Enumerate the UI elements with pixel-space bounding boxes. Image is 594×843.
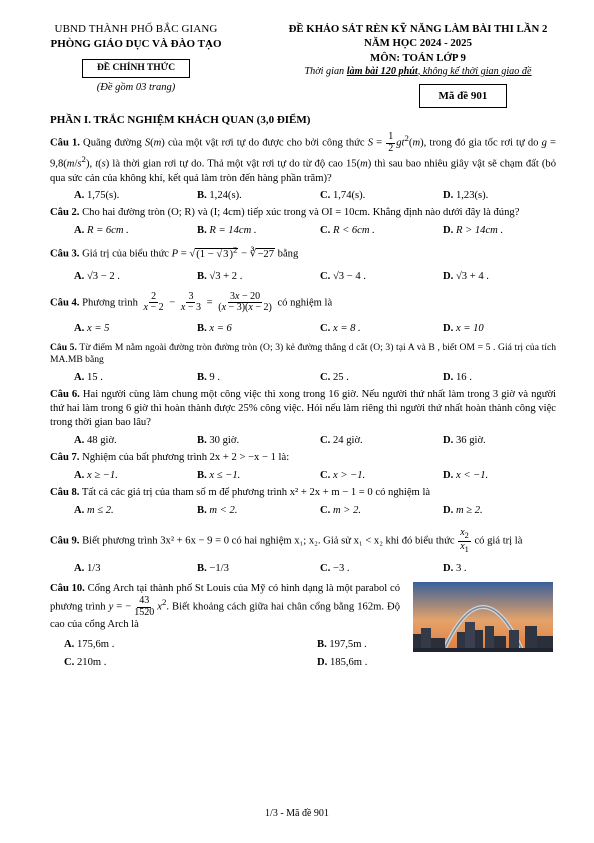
option-c[interactable]: C. 1,74(s). [320,190,366,202]
header-right [258,22,578,78]
option-b[interactable]: B. x = 6 [197,322,232,334]
option-a[interactable]: A. 48 giờ. [74,435,117,446]
option-d[interactable]: D. 1,23(s). [443,190,489,202]
option-b[interactable]: B. R = 14cm . [197,225,257,237]
question-4-options [50,322,556,336]
question-9: Câu 9. Biết phương trình 3x² + 6x − 9 = 0 có hai nghiệm x₁; x₂. Giả sử x₁ < x₂ khi đó biểu thức $\frac{x_2}{x_1}$ có giá trị là [50,526,523,554]
question-10: Câu 10. Cổng Arch tại thành phố St Louis của Mỹ có hình dạng là một parabol có phương trình y = − $\frac{43}{1520}$ $x^2$. Biết khoảng cách giữa hai chân cổng bằng 162m. Độ cao của cổng Arch là [50,583,400,631]
question-3: Câu 3. Giá trị của biểu thức $P = √(1 - √3)^2$ − ∛−27 bằng [50,244,299,260]
option-d[interactable]: D. x = 10 [443,322,484,334]
section-title: PHẦN I. TRẮC NGHIỆM KHÁCH QUAN (3,0 ĐIỂM) [50,114,311,126]
option-b[interactable]: B. 197,5m . [317,639,367,651]
option-d[interactable]: D. √3 + 4 . [443,270,489,282]
option-a[interactable]: A. √3 − 2 . [74,270,120,282]
time-note: Thời gian làm bài 120 phút, không kể thời gian giao đề [304,65,532,77]
option-a[interactable]: A. 175,6m . [64,639,115,651]
education-department: PHÒNG GIÁO DỤC VÀ ĐÀO TẠO [50,37,222,50]
option-b[interactable]: B. 30 giờ. [197,435,240,446]
option-b[interactable]: B. 9 . [197,372,220,384]
option-a[interactable]: A. R = 6cm . [74,225,129,237]
question-4: Câu 4. Phương trình $\frac{2}{x - 2}$ − $\frac{3}{x - 3}$ = $\frac{3x - 20}{(x - 3)(x - 2)}$ có nghiệm là [50,290,333,314]
school-year: NĂM HỌC 2024 - 2025 [364,37,472,50]
option-b[interactable]: B. 1,24(s). [197,190,242,202]
option-c[interactable]: C. 24 giờ. [320,435,363,446]
question-7: Câu 7. Nghiệm của bất phương trình 2x + 2 > −x − 1 là: [50,451,290,463]
option-d[interactable]: D. 3 . [443,563,467,575]
subject: MÔN: TOÁN LỚP 9 [370,51,466,64]
option-d[interactable]: D. x < −1. [443,469,489,481]
city-committee: UBND THÀNH PHỐ BẮC GIANG [54,23,218,35]
question-6: Câu 6. Hai người cùng làm chung một công việc thì xong trong 16 giờ. Nếu người thứ nhất làm trong 3 giờ và người thứ hai làm trong 6 giờ thì hoàn thành được 25% công việc. Hỏi nếu làm riêng thì người thứ nhất hoàn thành công việc trong thời gian bao lâu? [50,389,557,429]
option-c[interactable]: C. x = 8 . [320,322,361,334]
header-left [22,22,250,94]
option-d[interactable]: D. R > 14cm . [443,225,504,237]
official-badge: ĐỀ CHÍNH THỨC [82,59,190,78]
questions [50,132,556,672]
question-5: Câu 5. Từ điểm M nằm ngoài đường tròn đường tròn (O; 3) kẻ đường thẳng d cắt (O; 3) tại A và B , biết OM = 5 . Giá trị của tích MA.MB bằng [50,341,557,366]
option-c[interactable]: C. m > 2. [320,504,362,516]
option-d[interactable]: D. 185,6m . [317,657,368,669]
question-1-options [50,189,556,203]
exam-code: Mã đề 901 [419,84,507,108]
option-a[interactable]: A. 1,75(s). [74,190,120,202]
question-10-block [50,582,556,672]
question-2: Câu 2. Cho hai đường tròn (O; R) và (I; 4cm) tiếp xúc trong và OI = 10cm. Khẳng định nào dưới đây là đúng? [50,207,520,219]
option-a[interactable]: A. x = 5 [74,322,110,334]
option-c[interactable]: C. −3 . [320,563,350,575]
question-6-options [50,434,556,448]
gateway-arch-image [413,582,553,652]
question-8: Câu 8. Tất cả các giá trị của tham số m để phương trình x² + 2x + m − 1 = 0 có nghiệm là [50,486,431,498]
option-c[interactable]: C. √3 − 4 . [320,270,366,282]
option-b[interactable]: B. √3 + 2 . [197,270,243,282]
option-b[interactable]: B. −1/3 [197,563,229,575]
option-d[interactable]: D. 16 . [443,372,472,384]
option-c[interactable]: C. 210m . [64,657,107,669]
question-1: Câu 1. Quãng đường S(m) của một vật rơi tự do được cho bởi công thức S = $\frac{1}{2}$ $gt^2(m)$, trong đó gia tốc rơi tự do $g = 9,8(m/s^2)$, t(s) là thời gian rơi tự do. Thả một vật rơi tự do từ độ cao 15(m) thì sau bao nhiêu giây vật sẽ chạm đất (bỏ qua sức cản của không khí, kết quả làm tròn đến hàng phần trăm)? [50,131,557,184]
question-2-options [50,224,556,238]
option-a[interactable]: A. 15 . [74,372,103,384]
option-a[interactable]: A. x ≥ −1. [74,469,118,481]
option-c[interactable]: C. 25 . [320,372,349,384]
question-9-options [50,562,556,576]
exam-title: ĐỀ KHẢO SÁT RÈN KỸ NĂNG LÀM BÀI THI LẦN 2 [288,23,548,35]
pages-note: (Đề gồm 03 trang) [96,81,176,93]
option-c[interactable]: C. x > −1. [320,469,366,481]
question-5-options [50,371,556,385]
question-7-options [50,469,556,483]
question-8-options [50,504,556,518]
option-b[interactable]: B. m < 2. [197,504,238,516]
option-d[interactable]: D. 36 giờ. [443,435,486,446]
option-b[interactable]: B. x ≤ −1. [197,469,241,481]
option-a[interactable]: A. 1/3 [74,563,101,575]
question-3-options [50,270,556,284]
page-footer: 1/3 - Mã đề 901 [265,808,329,819]
option-d[interactable]: D. m ≥ 2. [443,504,483,516]
option-c[interactable]: C. R < 6cm . [320,225,375,237]
option-a[interactable]: A. m ≤ 2. [74,504,114,516]
